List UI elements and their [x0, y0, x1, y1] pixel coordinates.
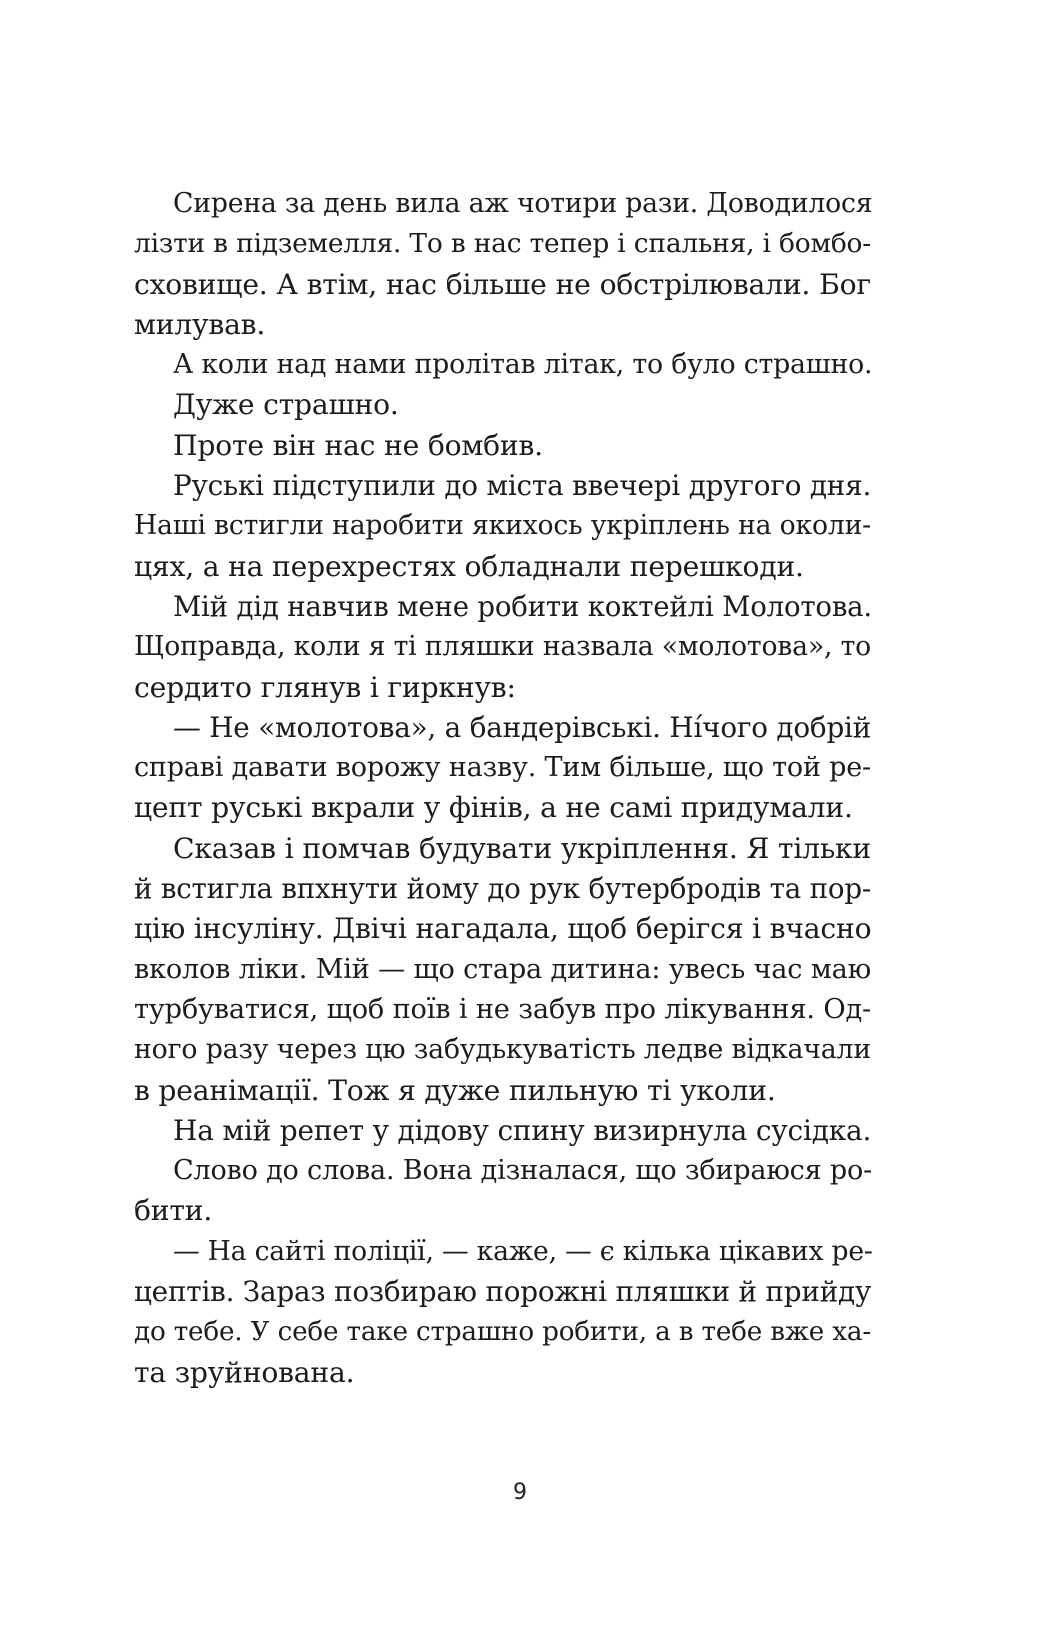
text-line: цепт руські вкрали у фінів, а не самі придумали.	[134, 791, 853, 825]
text-line: Мій дід навчив мене робити коктейлі Молотова.	[173, 589, 872, 623]
text-line: та зруйнована.	[134, 1355, 355, 1389]
text-line: в реанімації. Тож я дуже пильную ті уколи.	[134, 1073, 776, 1107]
text-line: сердито глянув і гиркнув:	[134, 670, 516, 704]
text-line: Руські підступили до міста ввечері другого дня.	[173, 469, 872, 503]
text-line: до тебе. У себе таке страшно робити, а в тебе вже ха-	[134, 1317, 871, 1348]
text-line: А коли над нами пролітав літак, то було страшно.	[173, 349, 873, 381]
text-line: Дуже страшно.	[173, 388, 399, 422]
text-line: На мій репет у дідову спину визирнула сусідка.	[173, 1113, 872, 1147]
page-number: 9	[513, 1480, 527, 1505]
text-line: Проте він нас не бомбив.	[173, 428, 543, 462]
text-line: сховище. А втім, нас більше не обстрілювали. Бог	[134, 267, 871, 301]
text-line: Сказав і помчав будувати укріплення. Я тільки	[173, 831, 871, 865]
text-line: — На сайті поліції, — каже, — є кілька цікавих ре-	[173, 1235, 873, 1267]
text-line: ного разу через цю забудькуватість ледве відкачали	[134, 1034, 871, 1066]
text-line: — Не «молотова», а бандерівські. Ні́чого добрій	[173, 710, 872, 744]
text-line: Щоправда, коли я ті пляшки назвала «молотова», то	[134, 631, 871, 663]
text-line: лізти в підземелля. То в нас тепер і спальня, і бомбо-	[134, 228, 871, 260]
text-line: справі давати ворожу назву. Тим більше, що той ре-	[134, 752, 871, 784]
text-line: цептів. Зараз позбираю порожні пляшки й прийду	[134, 1275, 872, 1309]
text-line: вколов ліки. Мій — що стара дитина: увесь час маю	[134, 953, 871, 985]
text-line: цію інсуліну. Двічі нагадала, щоб берігся і вчасно	[134, 912, 872, 946]
text-line: бити.	[134, 1194, 213, 1228]
text-line: Сирена за день вила аж чотири рази. Доводилося	[173, 188, 873, 219]
text-line: й встигла впхнути йому до рук бутербродів та пор-	[134, 872, 871, 906]
text-line: милував.	[134, 307, 266, 341]
text-line: Слово до слова. Вона дізналася, що збираюся ро-	[173, 1155, 873, 1187]
text-line: цях, а на перехрестях обладнали перешкоди.	[134, 549, 804, 583]
page-text	[134, 184, 871, 1393]
text-line: турбуватися, щоб поїв і не забув про лікування. Од-	[134, 993, 871, 1025]
text-line: Наші встигли наробити якихось укріплень на околи-	[134, 510, 871, 542]
